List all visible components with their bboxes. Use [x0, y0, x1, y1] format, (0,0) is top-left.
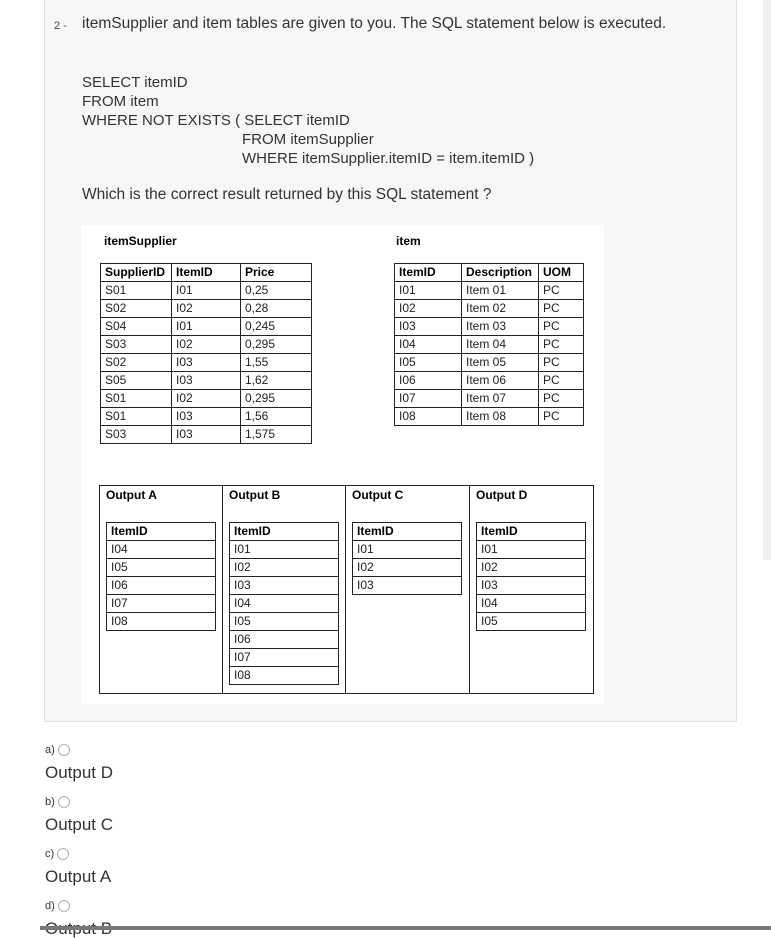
itemsupplier-table	[100, 263, 312, 444]
item-cell: I03	[395, 318, 462, 336]
output-c-table	[352, 522, 462, 595]
output-cell: I01	[477, 541, 586, 559]
itemsupplier-cell: 0,25	[241, 282, 312, 300]
item-cell: I07	[395, 390, 462, 408]
item-cell: Item 05	[462, 354, 539, 372]
itemsupplier-row	[101, 354, 312, 372]
itemsupplier-header-cell: Price	[241, 264, 312, 282]
option-a-radio[interactable]	[58, 744, 70, 756]
output-c-header: ItemID	[353, 523, 462, 541]
item-row	[395, 390, 584, 408]
output-a-header: ItemID	[107, 523, 216, 541]
itemsupplier-cell: 1,575	[241, 426, 312, 444]
itemsupplier-cell: I03	[172, 372, 241, 390]
output-cell: I04	[230, 595, 339, 613]
item-cell: Item 06	[462, 372, 539, 390]
output-d-header: ItemID	[477, 523, 586, 541]
output-cell: I04	[107, 541, 216, 559]
question-text: itemSupplier and item tables are given to you. The SQL statement below is executed.	[82, 15, 667, 32]
item-cell: I05	[395, 354, 462, 372]
output-row	[230, 577, 339, 595]
item-row	[395, 408, 584, 426]
item-title: item	[396, 234, 421, 248]
item-cell: Item 04	[462, 336, 539, 354]
itemsupplier-row	[101, 336, 312, 354]
item-row	[395, 336, 584, 354]
output-cell: I04	[477, 595, 586, 613]
itemsupplier-cell: 0,28	[241, 300, 312, 318]
item-header-cell: ItemID	[395, 264, 462, 282]
output-cell: I07	[230, 649, 339, 667]
itemsupplier-title: itemSupplier	[104, 234, 177, 248]
item-cell: I01	[395, 282, 462, 300]
item-cell: PC	[539, 318, 584, 336]
option-c-text[interactable]: Output A	[45, 867, 112, 886]
item-cell: PC	[539, 390, 584, 408]
output-d-box	[469, 485, 594, 694]
sql-line-2: FROM item	[82, 93, 159, 110]
item-cell: Item 03	[462, 318, 539, 336]
output-row	[230, 559, 339, 577]
output-cell: I01	[353, 541, 462, 559]
output-row	[230, 649, 339, 667]
option-d-radio[interactable]	[58, 900, 70, 912]
item-cell: Item 08	[462, 408, 539, 426]
option-d-letter: d)	[45, 899, 55, 912]
output-b-header: ItemID	[230, 523, 339, 541]
item-row	[395, 282, 584, 300]
itemsupplier-cell: S02	[101, 300, 172, 318]
option-c[interactable]	[45, 845, 111, 887]
itemsupplier-row	[101, 318, 312, 336]
option-c-letter: c)	[45, 847, 55, 860]
itemsupplier-cell: 1,55	[241, 354, 312, 372]
itemsupplier-row	[101, 372, 312, 390]
itemsupplier-cell: 1,62	[241, 372, 312, 390]
output-cell: I02	[230, 559, 339, 577]
output-row	[230, 595, 339, 613]
item-cell: Item 07	[462, 390, 539, 408]
sql-line-3: WHERE NOT EXISTS ( SELECT itemID	[82, 112, 350, 129]
item-row	[395, 372, 584, 390]
itemsupplier-cell: S05	[101, 372, 172, 390]
item-cell: PC	[539, 300, 584, 318]
itemsupplier-cell: 0,295	[241, 336, 312, 354]
item-cell: I04	[395, 336, 462, 354]
itemsupplier-cell: S02	[101, 354, 172, 372]
output-cell: I03	[230, 577, 339, 595]
output-row	[107, 577, 216, 595]
itemsupplier-row	[101, 390, 312, 408]
itemsupplier-cell: I02	[172, 336, 241, 354]
item-cell: I02	[395, 300, 462, 318]
itemsupplier-cell: S01	[101, 282, 172, 300]
sql-line-4: FROM itemSupplier	[242, 131, 374, 148]
output-b-box	[222, 485, 346, 694]
output-cell: I08	[107, 613, 216, 631]
itemsupplier-cell: I02	[172, 390, 241, 408]
itemsupplier-cell: I03	[172, 354, 241, 372]
itemsupplier-cell: I03	[172, 426, 241, 444]
question-number: 2 -	[54, 20, 67, 32]
option-b-text[interactable]: Output C	[45, 815, 114, 834]
output-row	[107, 559, 216, 577]
item-cell: PC	[539, 282, 584, 300]
output-row	[477, 559, 586, 577]
itemsupplier-cell: S01	[101, 408, 172, 426]
output-cell: I07	[107, 595, 216, 613]
option-b-radio[interactable]	[58, 796, 70, 808]
item-cell: PC	[539, 372, 584, 390]
sql-line-5: WHERE itemSupplier.itemID = item.itemID )	[242, 150, 535, 167]
item-cell: Item 01	[462, 282, 539, 300]
output-d-label: Output D	[476, 488, 528, 502]
item-cell: PC	[539, 354, 584, 372]
itemsupplier-cell: 0,245	[241, 318, 312, 336]
itemsupplier-cell: 1,56	[241, 408, 312, 426]
itemsupplier-cell: S01	[101, 390, 172, 408]
item-cell: I06	[395, 372, 462, 390]
output-cell: I02	[477, 559, 586, 577]
bottom-divider	[40, 926, 771, 930]
output-cell: I06	[107, 577, 216, 595]
option-b-letter: b)	[45, 795, 55, 808]
item-table	[394, 263, 584, 426]
item-row	[395, 300, 584, 318]
option-a-text[interactable]: Output D	[45, 763, 114, 782]
output-row	[353, 577, 462, 595]
option-c-radio[interactable]	[57, 848, 69, 860]
output-row	[230, 631, 339, 649]
output-d-table	[476, 522, 586, 631]
output-c-box	[345, 485, 470, 694]
itemsupplier-cell: I01	[172, 282, 241, 300]
output-cell: I06	[230, 631, 339, 649]
option-a-letter: a)	[45, 743, 55, 756]
itemsupplier-cell: I01	[172, 318, 241, 336]
output-a-box	[99, 485, 223, 694]
output-cell: I03	[353, 577, 462, 595]
output-row	[477, 541, 586, 559]
output-a-table	[106, 522, 216, 631]
output-cell: I03	[477, 577, 586, 595]
output-cell: I05	[230, 613, 339, 631]
output-b-label: Output B	[229, 488, 281, 502]
itemsupplier-row	[101, 282, 312, 300]
output-a-label: Output A	[106, 488, 157, 502]
output-cell: I05	[477, 613, 586, 631]
itemsupplier-cell: 0,295	[241, 390, 312, 408]
output-cell: I08	[230, 667, 339, 685]
output-b-table	[229, 522, 339, 685]
output-row	[230, 541, 339, 559]
itemsupplier-cell: I03	[172, 408, 241, 426]
output-row	[353, 541, 462, 559]
output-row	[230, 613, 339, 631]
output-cell: I05	[107, 559, 216, 577]
itemsupplier-header-cell: ItemID	[172, 264, 241, 282]
output-row	[477, 595, 586, 613]
item-header-cell: UOM	[539, 264, 584, 282]
output-row	[230, 667, 339, 685]
output-row	[353, 559, 462, 577]
itemsupplier-row	[101, 408, 312, 426]
item-cell: PC	[539, 336, 584, 354]
option-b[interactable]	[45, 793, 113, 835]
output-row	[107, 595, 216, 613]
itemsupplier-cell: S03	[101, 336, 172, 354]
sql-line-1: SELECT itemID	[82, 74, 188, 91]
item-header-cell: Description	[462, 264, 539, 282]
option-a[interactable]	[45, 741, 113, 783]
output-row	[107, 613, 216, 631]
itemsupplier-header-cell: SupplierID	[101, 264, 172, 282]
output-row	[477, 577, 586, 595]
item-row	[395, 354, 584, 372]
item-cell: PC	[539, 408, 584, 426]
itemsupplier-cell: S04	[101, 318, 172, 336]
output-row	[477, 613, 586, 631]
item-cell: Item 02	[462, 300, 539, 318]
itemsupplier-row	[101, 300, 312, 318]
output-row	[107, 541, 216, 559]
scrollbar-track[interactable]	[763, 0, 771, 560]
item-row	[395, 318, 584, 336]
itemsupplier-cell: S03	[101, 426, 172, 444]
item-cell: I08	[395, 408, 462, 426]
output-cell: I02	[353, 559, 462, 577]
question-prompt: Which is the correct result returned by this SQL statement ?	[82, 186, 492, 203]
itemsupplier-row	[101, 426, 312, 444]
output-c-label: Output C	[352, 488, 404, 502]
output-cell: I01	[230, 541, 339, 559]
itemsupplier-cell: I02	[172, 300, 241, 318]
option-d[interactable]	[45, 897, 112, 939]
